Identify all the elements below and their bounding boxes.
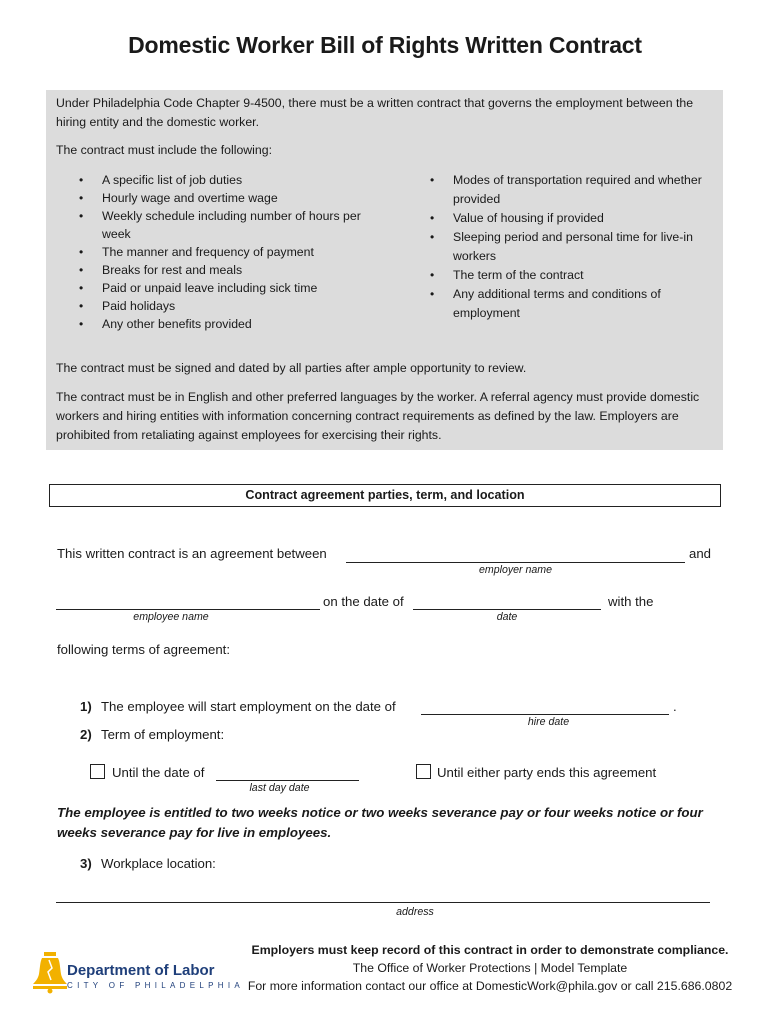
agreement-date-field[interactable] <box>413 609 601 610</box>
info-box <box>46 90 723 450</box>
last-day-field[interactable] <box>216 780 359 781</box>
footer-contact: For more information contact our office at DomesticWork@phila.gov or call 215.686.0802 <box>247 979 733 993</box>
list-item: • Paid or unpaid leave including sick time <box>56 279 366 297</box>
must-include-text: The contract must include the following: <box>56 143 272 157</box>
item-number: 1) <box>80 699 92 714</box>
either-party-checkbox[interactable] <box>416 764 431 779</box>
footer-office: The Office of Worker Protections | Model Template <box>352 961 628 975</box>
list-item: • Sleeping period and personal time for live-in workers <box>407 228 707 266</box>
workplace-location-text: Workplace location: <box>101 856 216 871</box>
address-field[interactable] <box>56 902 710 903</box>
hire-date-field[interactable] <box>421 714 669 715</box>
with-the-text: with the <box>608 594 654 609</box>
signed-text: The contract must be signed and dated by all parties after ample opportunity to review. <box>56 361 527 375</box>
list-item: • A specific list of job duties <box>56 171 366 189</box>
start-date-text: The employee will start employment on the date of <box>101 699 396 714</box>
logo-subtitle: CITY OF PHILADELPHIA <box>67 981 244 990</box>
right-requirements-list <box>407 171 707 323</box>
either-party-text: Until either party ends this agreement <box>437 765 657 780</box>
hire-date-caption: hire date <box>527 716 570 728</box>
item-number: 2) <box>80 727 92 742</box>
left-requirements-list <box>56 171 366 333</box>
list-item: • The term of the contract <box>407 266 707 285</box>
notice-text: The employee is entitled to two weeks notice or two weeks severance pay or four weeks notice or four weeks severance pay for live in employees. <box>57 805 703 840</box>
employer-name-field[interactable] <box>346 562 685 563</box>
list-item: • The manner and frequency of payment <box>56 243 366 261</box>
intro-text: Under Philadelphia Code Chapter 9-4500, there must be a written contract that governs the employment between the hiring entity and the domestic worker. <box>56 96 694 129</box>
list-item: • Any additional terms and conditions of employment <box>407 285 707 323</box>
list-item: • Any other benefits provided <box>56 315 366 333</box>
list-item: • Value of housing if provided <box>407 209 707 228</box>
list-item: • Breaks for rest and meals <box>56 261 366 279</box>
until-date-text: Until the date of <box>112 765 205 780</box>
date-caption: date <box>496 611 518 623</box>
last-day-caption: last day date <box>249 782 310 794</box>
liberty-bell-icon <box>30 948 70 994</box>
language-text: The contract must be in English and other preferred languages by the worker. A referral agency must provide domestic workers and hiring entities with information concerning contract requirements as defined by the law. Employers are prohibited from retaliating against employees for exercising their rights. <box>56 390 700 442</box>
employee-name-field[interactable] <box>56 609 320 610</box>
and-text: and <box>689 546 712 561</box>
list-item: • Modes of transportation required and whether provided <box>407 171 707 209</box>
address-caption: address <box>396 906 434 918</box>
period-text: . <box>673 699 677 714</box>
logo-name: Department of Labor <box>67 962 215 979</box>
section-header: Contract agreement parties, term, and location <box>49 484 721 507</box>
on-date-text: on the date of <box>323 594 404 609</box>
list-item: • Hourly wage and overtime wage <box>56 189 366 207</box>
list-item: • Paid holidays <box>56 297 366 315</box>
document-title: Domestic Worker Bill of Rights Written Contract <box>128 32 642 58</box>
employer-name-caption: employer name <box>478 564 552 576</box>
following-terms-text: following terms of agreement: <box>57 642 230 657</box>
employee-name-caption: employee name <box>133 611 209 623</box>
item-number: 3) <box>80 856 92 871</box>
footer-compliance: Employers must keep record of this contract in order to demonstrate compliance. <box>251 943 729 957</box>
term-of-employment-text: Term of employment: <box>101 727 225 742</box>
until-date-checkbox[interactable] <box>90 764 105 779</box>
agreement-between-text: This written contract is an agreement between <box>57 546 327 561</box>
list-item: • Weekly schedule including number of hours per week <box>56 207 366 243</box>
